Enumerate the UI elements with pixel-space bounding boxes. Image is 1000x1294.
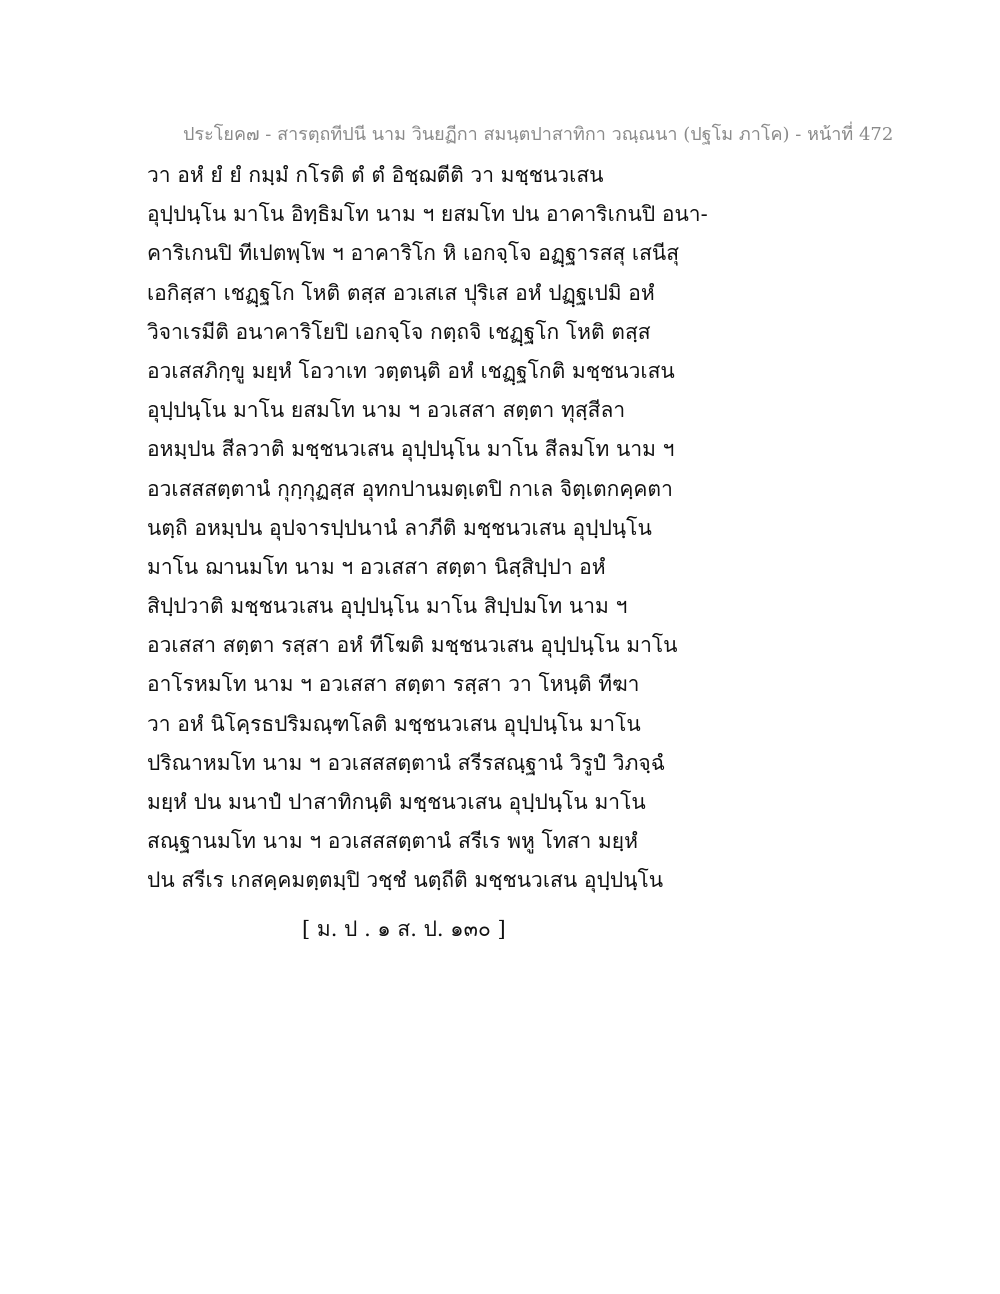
- text-line: อวเสสา สตฺตา รสฺสา อหํ ทีโฆติ มชฺชนวเสน อุปฺปนฺโน มาโน: [147, 633, 678, 658]
- text-line: วา อหํ นิโคฺรธปริมณฺฑโลติ มชฺชนวเสน อุปฺปนฺโน มาโน: [147, 711, 641, 736]
- body-text: [147, 156, 707, 901]
- text-line: วิจาเรมีติ อนาคาริโยปิ เอกจฺโจ กตฺถจิ เชฏฺฐโก โหติ ตสฺส: [147, 319, 651, 344]
- text-line: มยฺหํ ปน มนาปํ ปาสาทิกนฺติ มชฺชนวเสน อุปฺปนฺโน มาโน: [147, 790, 646, 814]
- text-line: คาริเกนปิ ทีเปตพฺโพ ฯ อาคาริโก หิ เอกจฺโจ อฏฺฐารสสุ เสนีสุ: [147, 241, 680, 266]
- text-line: อวเสสสตฺตานํ กุกฺกุฏสฺส อุทกปานมตฺเตปิ กาเล จิตฺเตกคฺคตา: [147, 476, 673, 501]
- text-line: เอกิสฺสา เชฏฺฐโก โหติ ตสฺส อวเสเส ปุริเส อหํ ปฏฺฐเปมิ อหํ: [147, 280, 655, 305]
- running-header: ประโยค๗ - สารตฺถทีปนี นาม วินยฏีกา สมนฺตปาสาทิกา วณฺณนา (ปฐโม ภาโค) - หน้าที่ 472: [183, 124, 894, 145]
- source-reference: [ ม. ป . ๑ ส. ป. ๑๓๐ ]: [302, 917, 506, 941]
- text-line: อวเสสภิกฺขู มยฺหํ โอวาเท วตฺตนฺติ อหํ เชฏฺฐโกติ มชฺชนวเสน: [147, 358, 675, 383]
- text-line: สณฺฐานมโท นาม ฯ อวเสสสตฺตานํ สรีเร พหู โทสา มยฺหํ: [147, 829, 638, 854]
- text-line: นตฺถิ อหมฺปน อุปจารปฺปนานํ ลาภีติ มชฺชนวเสน อุปฺปนฺโน: [147, 515, 652, 540]
- text-line: ปริณาหมโท นาม ฯ อวเสสสตฺตานํ สรีรสณฺฐานํ วิรูปํ วิภจฺฉํ: [147, 750, 666, 775]
- text-line: วา อหํ ยํ ยํ กมฺมํ กโรติ ตํ ตํ อิชฺฌตีติ วา มชฺชนวเสน: [147, 163, 604, 187]
- text-line: อุปฺปนฺโน มาโน อิทฺธิมโท นาม ฯ ยสมโท ปน อาคาริเกนปิ อนา-: [147, 202, 708, 227]
- text-line: ปน สรีเร เกสคฺคมตฺตมฺปิ วชฺชํ นตฺถีติ มชฺชนวเสน อุปฺปนฺโน: [147, 868, 664, 893]
- text-line: อหมฺปน สีลวาติ มชฺชนวเสน อุปฺปนฺโน มาโน สีลมโท นาม ฯ: [147, 437, 675, 462]
- text-line: มาโน ฌานมโท นาม ฯ อวเสสา สตฺตา นิสฺสิปฺปา อหํ: [147, 554, 606, 579]
- text-line: อุปฺปนฺโน มาโน ยสมโท นาม ฯ อวเสสา สตฺตา ทุสฺสีลา: [147, 398, 626, 423]
- text-line: อาโรหมโท นาม ฯ อวเสสา สตฺตา รสฺสา วา โหนฺติ ทีฆา: [147, 672, 640, 697]
- text-line: สิปฺปวาติ มชฺชนวเสน อุปฺปนฺโน มาโน สิปฺปมโท นาม ฯ: [147, 594, 628, 619]
